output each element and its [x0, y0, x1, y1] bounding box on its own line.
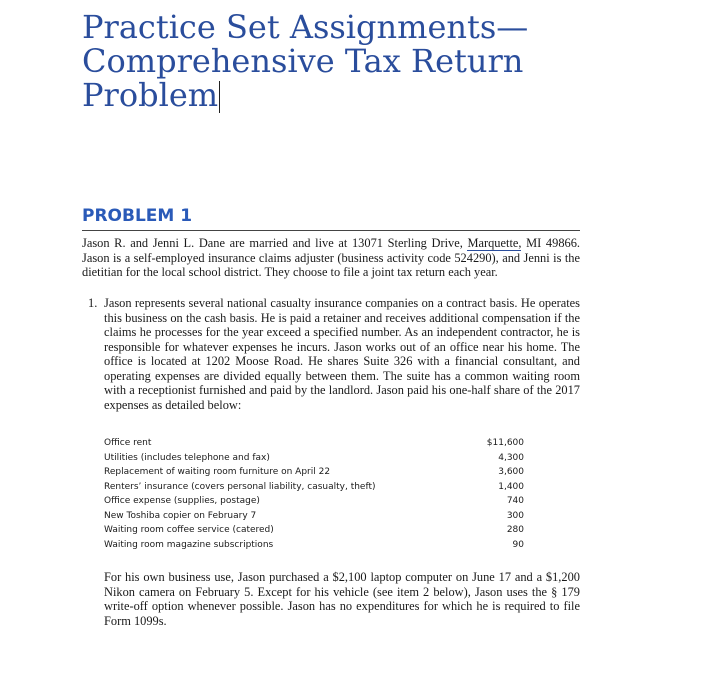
expense-label: Waiting room coffee service (catered) [104, 525, 274, 535]
expense-label: New Toshiba copier on February 7 [104, 510, 257, 521]
list-item-number: 1. [88, 296, 98, 310]
problem-intro [82, 236, 580, 280]
table-row [104, 436, 524, 451]
expense-amount: 90 [512, 539, 524, 550]
list-item-text: Jason represents several national casualty insurance companies on a contract basis. He operates this business on the cash basis. He is paid a retainer and receives additional compensation if the claims he processes for the year exceed a specified number. As an independent contractor, he is responsible for whatever expenses he incurs. Jason works out of an office near his home. The office is located at 1202 Moose Road. He shares Suite 326 with a financial consultant, and operating expenses are divided equally between them. The suite has a common waiting room with a receptionist furnished and paid by the landlord. Jason paid his one-half share of the 2017 expenses as detailed below: [104, 296, 580, 412]
table-row [104, 494, 524, 509]
expense-label: Utilities (includes telephone and fax) [104, 452, 270, 463]
expense-amount: 740 [506, 496, 524, 506]
title-line-3 [82, 78, 602, 113]
table-row [104, 509, 524, 524]
text-cursor [219, 81, 220, 113]
table-row [104, 480, 524, 495]
title-line-2: Comprehensive Tax Return [82, 42, 524, 80]
table-row [104, 465, 524, 480]
intro-text-end: MI 49866. Jason is a self-employed insurance claims adjuster (business activity code 524290), and Jenni is the dietitian for the local school district. They choose to file a joint tax return each year. [82, 236, 581, 279]
expense-label: Office expense (supplies, postage) [104, 496, 260, 506]
closing-paragraph: For his own business use, Jason purchased a $2,100 laptop computer on June 17 and a $1,200 Nikon camera on February 5. Except for his vehicle (see item 2 below), Jason uses the § 179 write-off option whenever possible. Jason has no expenditures for which he is required to file Form 1099s. [104, 570, 580, 628]
page-title [82, 10, 602, 113]
expense-table-body [104, 436, 524, 552]
expense-amount: 1,400 [498, 481, 524, 492]
expense-amount: 4,300 [498, 452, 524, 463]
table-row [104, 451, 524, 466]
intro-link-marquette[interactable]: Marquette, [467, 236, 522, 250]
expense-label: Waiting room magazine subscriptions [104, 539, 274, 550]
expense-label: Replacement of waiting room furniture on April 22 [104, 467, 331, 477]
table-row [104, 523, 524, 538]
expense-amount: 280 [506, 525, 524, 535]
problem-heading: PROBLEM 1 [82, 206, 193, 226]
expense-amount: 3,600 [498, 467, 524, 477]
intro-text-start: Jason R. and Jenni L. Dane are married and live at 13071 Sterling Drive, [82, 236, 468, 250]
title-line-1: Practice Set Assignments— [82, 8, 529, 46]
heading-divider [82, 230, 580, 231]
expense-amount: $11,600 [486, 438, 524, 448]
expense-label: Renters’ insurance (covers personal liability, casualty, theft) [104, 481, 376, 492]
table-row [104, 538, 524, 553]
expense-label: Office rent [104, 438, 152, 448]
expense-amount: 300 [506, 510, 524, 521]
expense-table [104, 436, 524, 552]
title-line-3-text: Problem [82, 76, 219, 114]
